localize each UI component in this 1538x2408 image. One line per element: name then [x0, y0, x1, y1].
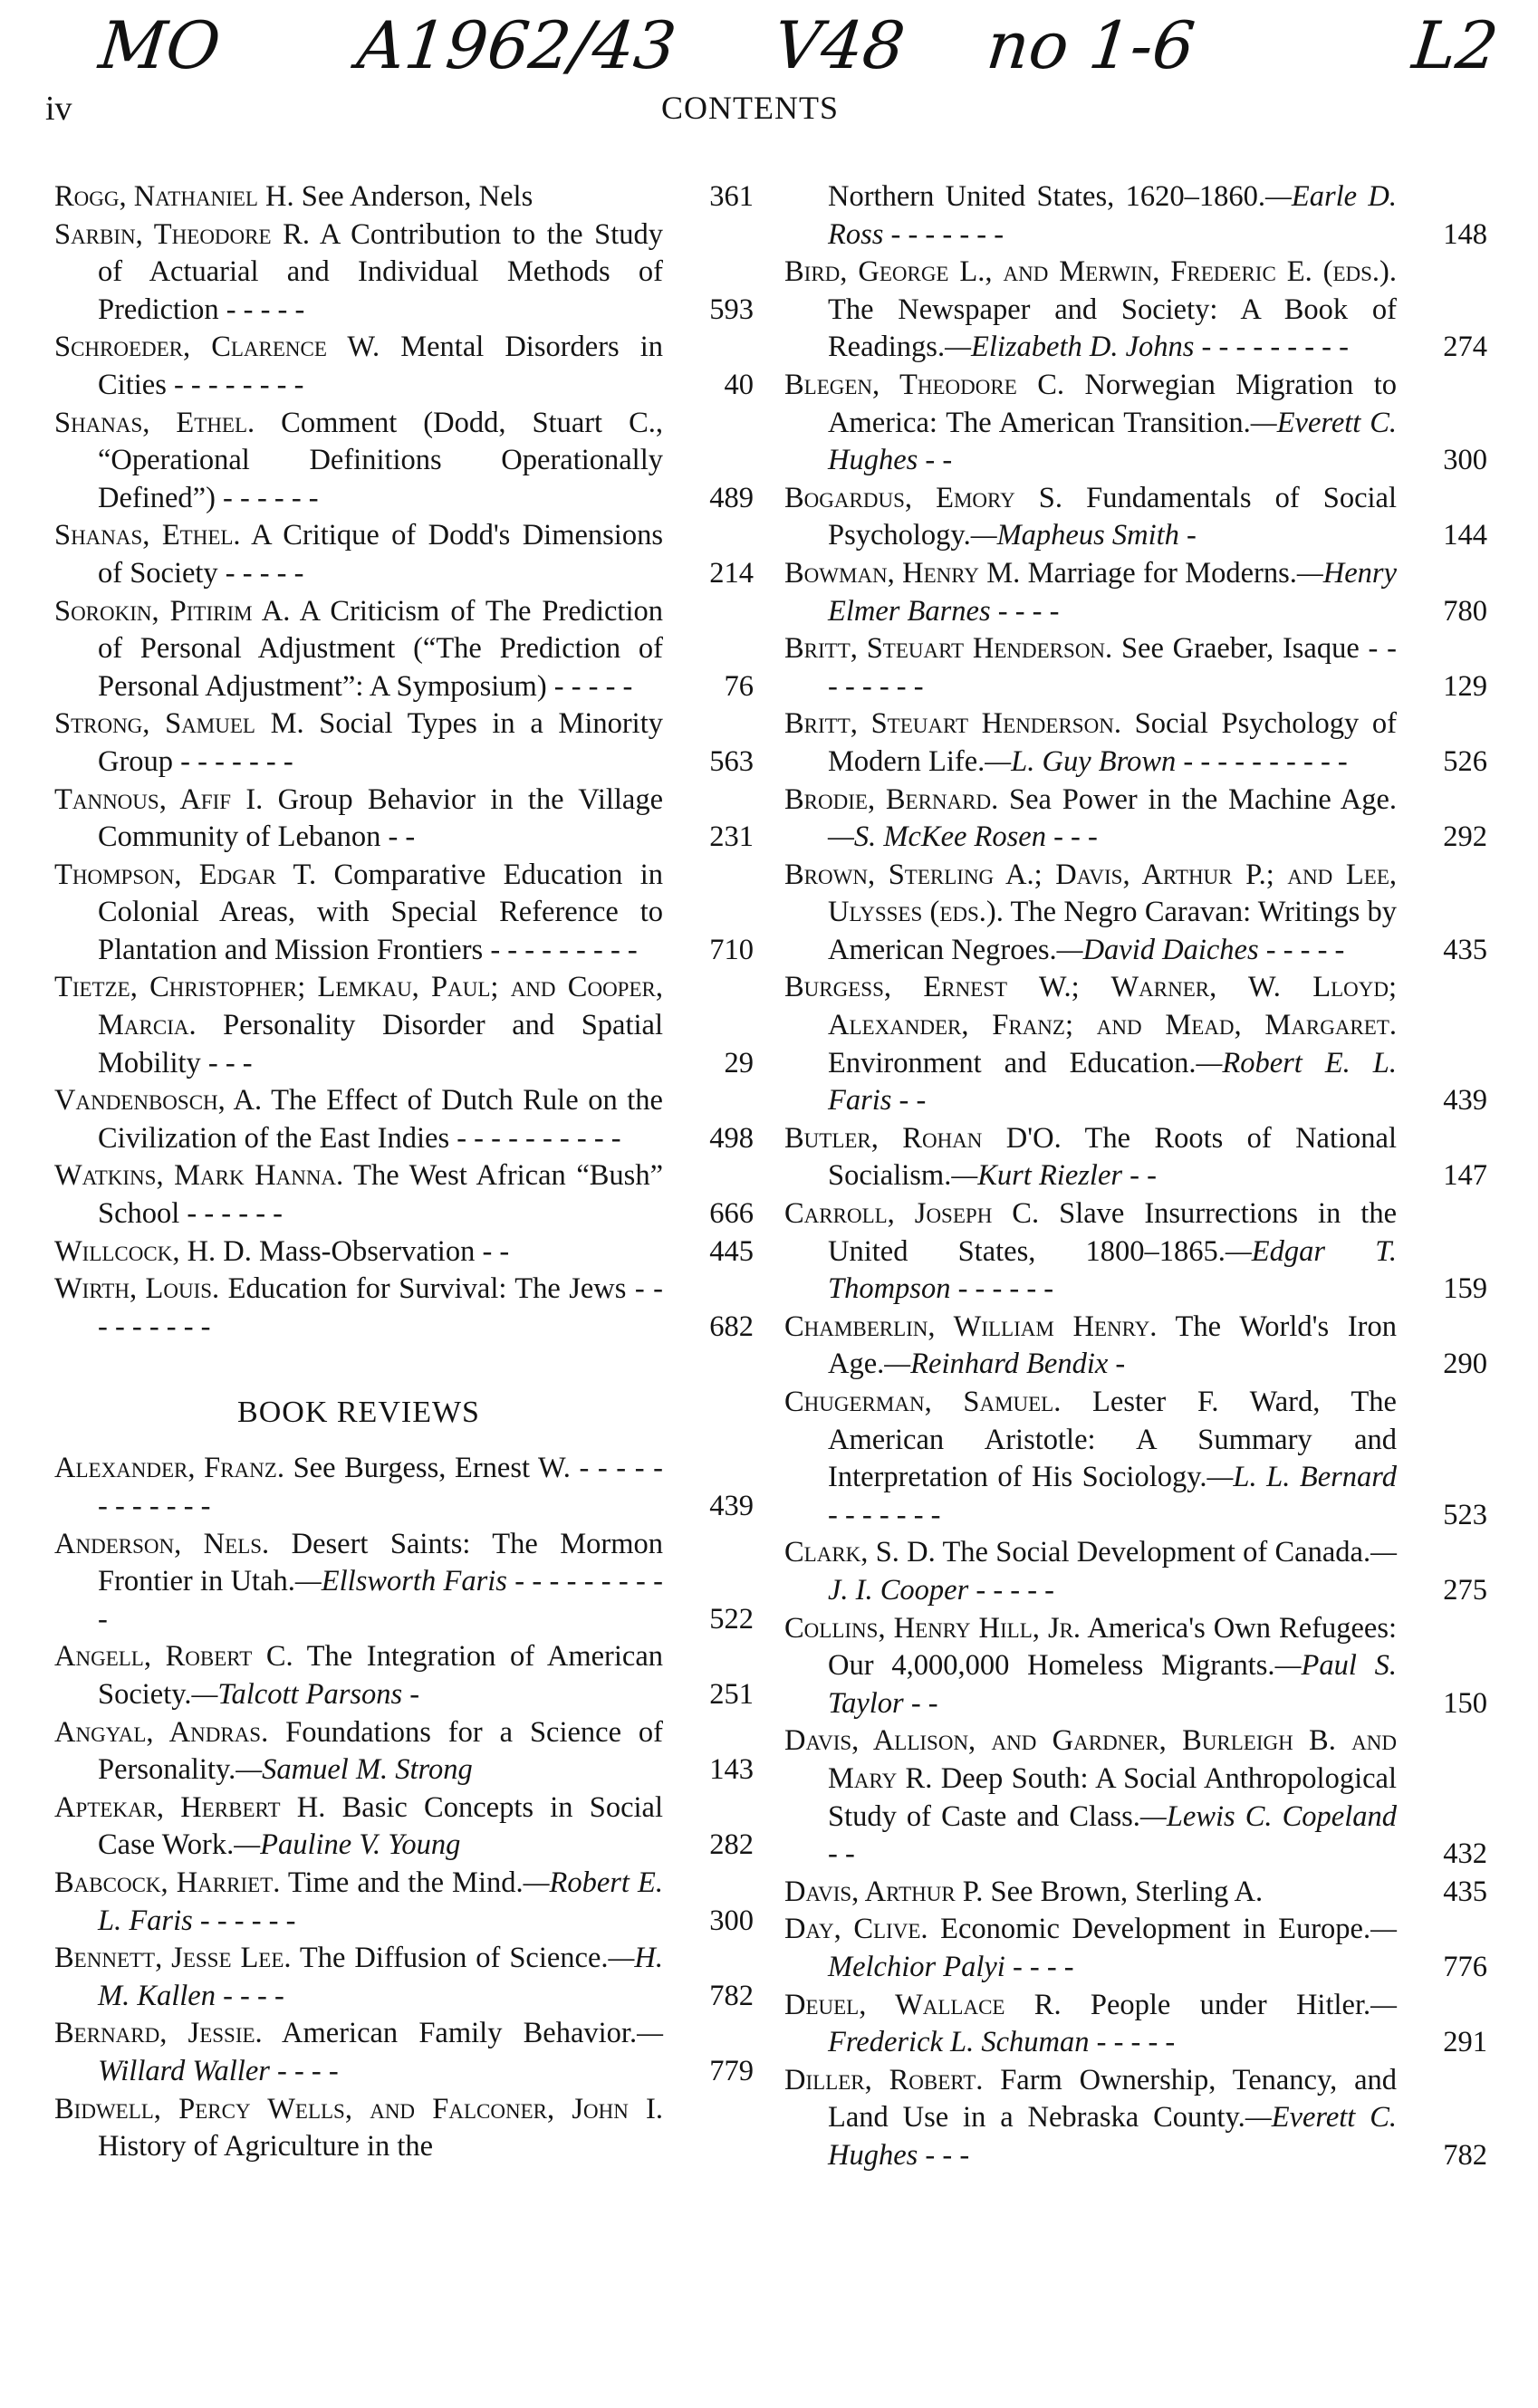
- list-item: [784, 1610, 1487, 1723]
- entry-title: The Effect of Dutch Rule on the Civilization of the East Indies - - - - - - - - - -: [98, 1084, 663, 1155]
- entry-title: Marriage for Moderns.: [1020, 556, 1297, 590]
- entry-author: Alexander, Franz.: [54, 1452, 284, 1485]
- entry-title: Foundations for a Science of Personality.: [98, 1715, 663, 1787]
- entry-reviewer: —S. McKee Rosen - - -: [828, 820, 1098, 854]
- entry-page: 129: [1443, 669, 1487, 703]
- entry-page: 780: [1443, 594, 1487, 628]
- entry-page: 435: [1443, 1875, 1487, 1908]
- entry-page: 291: [1443, 2026, 1487, 2059]
- entry-author: Britt, Steuart Henderson.: [784, 707, 1121, 741]
- entry-page: 435: [1443, 933, 1487, 966]
- entry-title: Northern United States, 1620–1860.: [828, 180, 1265, 213]
- entry-author: Brown, Sterling A.; Davis, Arthur P.; and Lee, Ulysses (eds.).: [784, 858, 1397, 929]
- handwritten-note: L2: [1408, 7, 1503, 83]
- entry-page: 300: [1443, 444, 1487, 477]
- entry-page: 776: [1443, 1950, 1487, 1983]
- entry-reviewer: —Mapheus Smith -: [970, 519, 1197, 552]
- entry-reviewer: —Robert E. L. Faris - -: [828, 1046, 1397, 1118]
- entry-reviewer: —Everett C. Hughes - - -: [828, 2101, 1398, 2172]
- entry-page: 300: [709, 1904, 754, 1937]
- handwritten-note: MO: [95, 7, 225, 83]
- entry-author: Day, Clive.: [784, 1913, 928, 1946]
- list-item: [54, 1082, 754, 1157]
- entry-author: Strong, Samuel M.: [54, 707, 304, 741]
- entry-page: 682: [709, 1310, 754, 1343]
- list-item: [784, 1874, 1487, 1912]
- entry-page: 563: [709, 744, 754, 778]
- entry-title: The Diffusion of Science.: [291, 1942, 609, 1975]
- list-item: [54, 216, 754, 330]
- entry-author: Deuel, Wallace R.: [784, 1988, 1062, 2021]
- list-item: [784, 969, 1487, 1119]
- entry-page: 593: [709, 293, 754, 326]
- section-heading: BOOK REVIEWS: [237, 1396, 480, 1430]
- entry-page: 148: [1443, 217, 1487, 251]
- list-item: [54, 517, 754, 592]
- entry-page: 522: [709, 1602, 754, 1636]
- entry-author: Angyal, Andras.: [54, 1715, 269, 1749]
- list-item: [54, 1940, 754, 2015]
- entry-author: Vandenbosch, A.: [54, 1084, 263, 1118]
- entry-reviewer: —Elizabeth D. Johns - - - - - - - - -: [945, 331, 1349, 364]
- entry-title: America's Own Refugees: Our 4,000,000 Homeless Migrants.: [828, 1611, 1397, 1683]
- list-item: [784, 1309, 1487, 1384]
- entry-reviewer: —J. I. Cooper - - - - -: [828, 1536, 1397, 1607]
- entry-title: Deep South: A Social Anthropological Study of Caste and Class.: [828, 1761, 1397, 1833]
- list-item: [784, 630, 1487, 705]
- list-item: [54, 1450, 754, 1525]
- entry-page: 361: [709, 180, 754, 213]
- entry-reviewer: —Melchior Palyi - - - -: [828, 1913, 1397, 1983]
- entry-reviewer: —David Daiches - - - - -: [1056, 933, 1345, 966]
- entry-reviewer: —Kurt Riezler - -: [951, 1159, 1157, 1193]
- list-item: [54, 1714, 754, 1789]
- entry-author: Blegen, Theodore C.: [784, 368, 1064, 401]
- entry-title: Comment (Dodd, Stuart C., “Operational Definitions Operationally Defined”) - - - - - -: [98, 406, 663, 514]
- entry-author: Babcock, Harriet.: [54, 1866, 281, 1899]
- list-item: [784, 254, 1487, 367]
- list-item: [54, 857, 754, 970]
- entry-title: Social Psychology of Modern Life.: [828, 707, 1397, 778]
- entry-page: 251: [709, 1677, 754, 1711]
- list-item: [54, 1157, 754, 1233]
- entry-title: Fundamentals of Social Psychology.: [828, 481, 1397, 552]
- list-item: [54, 969, 754, 1082]
- entry-author: Shanas, Ethel.: [54, 519, 241, 552]
- list-item: [54, 405, 754, 518]
- entry-author: Wirth, Louis.: [54, 1272, 220, 1306]
- entry-page: 144: [1443, 519, 1487, 552]
- entry-title: The West African “Bush” School - - - - - -: [98, 1159, 664, 1231]
- entry-author: Aptekar, Herbert H.: [54, 1790, 326, 1824]
- entry-title: The World's Iron Age.: [828, 1310, 1397, 1381]
- entry-author: Watkins, Mark Hanna.: [54, 1159, 344, 1193]
- entry-page: 76: [724, 669, 754, 703]
- entry-reviewer: —Robert E. L. Faris - - - - - -: [98, 1866, 663, 1937]
- entry-page: 779: [709, 2054, 754, 2087]
- entry-title: Mental Disorders in Cities - - - - - - - -: [98, 331, 664, 401]
- list-item: [54, 1789, 754, 1865]
- entry-reviewer: —Reinhard Bendix -: [884, 1348, 1126, 1381]
- entry-title: Time and the Mind.: [280, 1866, 524, 1899]
- entry-page: 275: [1443, 1573, 1487, 1607]
- entry-reviewer: —Willard Waller - - - -: [98, 2017, 663, 2087]
- entry-reviewer: —Henry Elmer Barnes - - - -: [828, 556, 1397, 628]
- entry-author: Angell, Robert C.: [54, 1640, 293, 1674]
- entry-title: Lester F. Ward, The American Aristotle: A Summary and Interpretation of His Sociology.: [828, 1386, 1397, 1494]
- list-item: [784, 857, 1487, 970]
- entry-title: Environment and Education.: [828, 1046, 1197, 1079]
- list-item: [784, 782, 1487, 857]
- entry-title: The Social Development of Canada.: [935, 1536, 1371, 1569]
- list-item: [54, 1638, 754, 1713]
- entry-reviewer: —Ellsworth Faris - - - - - - - - - -: [98, 1565, 663, 1636]
- entry-title: See Burgess, Ernest W. - - - - - - - - - - - -: [98, 1452, 663, 1522]
- entry-page: 214: [709, 556, 754, 590]
- entry-page: 147: [1443, 1159, 1487, 1193]
- entry-title: Norwegian Migration to America: The American Transition.: [828, 368, 1397, 439]
- entry-title: Education for Survival: The Jews - - - - - - - - -: [98, 1272, 663, 1343]
- list-item: [784, 2062, 1487, 2175]
- entry-reviewer: —H. M. Kallen - - - -: [98, 1942, 664, 2012]
- list-item: [784, 1911, 1487, 1986]
- entry-reviewer: —Edgar T. Thompson - - - - - -: [828, 1234, 1397, 1306]
- entry-author: Chugerman, Samuel.: [784, 1386, 1062, 1418]
- entry-author: Bowman, Henry M.: [784, 556, 1021, 590]
- entry-title: American Family Behavior.: [262, 2017, 638, 2050]
- list-item: [784, 480, 1487, 555]
- entry-page: 292: [1443, 820, 1487, 854]
- handwritten-note: V48: [770, 7, 909, 83]
- page-title: CONTENTS: [661, 90, 839, 126]
- entry-author: Schroeder, Clarence W.: [54, 331, 380, 364]
- entry-page: 274: [1443, 331, 1487, 364]
- left-column: [54, 178, 754, 2166]
- entry-title: Sea Power in the Machine Age.: [998, 782, 1397, 816]
- entry-title: See Graeber, Isaque - - - - - - - -: [828, 632, 1398, 703]
- entry-page: 231: [709, 820, 754, 854]
- entry-page: 782: [709, 1979, 754, 2012]
- entry-title: See Brown, Sterling A.: [983, 1875, 1264, 1908]
- list-item: [54, 329, 754, 404]
- page-number: iv: [45, 90, 72, 128]
- entry-page: 445: [709, 1234, 754, 1268]
- entry-reviewer: —L. Guy Brown - - - - - - - - - -: [985, 744, 1348, 778]
- entry-page: 523: [1443, 1498, 1487, 1531]
- entry-author: Tannous, Afif I.: [54, 782, 264, 816]
- list-item: [54, 178, 754, 216]
- list-item: [54, 1271, 754, 1346]
- entry-page: 40: [724, 368, 754, 401]
- list-item: [54, 705, 754, 781]
- entry-author: Brodie, Bernard.: [784, 782, 999, 816]
- entry-page: 710: [709, 933, 754, 966]
- entry-page: 666: [709, 1197, 754, 1231]
- list-item: [784, 1384, 1487, 1534]
- right-column: [784, 178, 1487, 2174]
- entry-reviewer: —Lewis C. Copeland - -: [828, 1799, 1398, 1871]
- list-item: [784, 1120, 1487, 1195]
- list-item: [54, 2015, 754, 2090]
- entry-page: 498: [709, 1121, 754, 1155]
- handwritten-note: A1962/43: [353, 7, 680, 83]
- list-item: [54, 593, 754, 706]
- entry-title: Farm Ownership, Tenancy, and Land Use in a Nebraska County.: [828, 2063, 1397, 2135]
- list-item: [54, 1233, 754, 1271]
- entry-reviewer: —Earle D. Ross - - - - - - -: [828, 180, 1397, 251]
- entry-author: Bidwell, Percy Wells, and Falconer, John I.: [54, 2092, 663, 2125]
- list-item: [784, 367, 1487, 480]
- entry-author: Chamberlin, William Henry.: [784, 1310, 1158, 1343]
- review-list: [54, 1450, 754, 2165]
- list-item: [784, 1534, 1487, 1609]
- list-item: [784, 178, 1487, 254]
- entry-title: See Anderson, Nels: [293, 180, 533, 213]
- entry-author: Bennett, Jesse Lee.: [54, 1942, 292, 1975]
- entry-page: 159: [1443, 1272, 1487, 1306]
- list-item: [54, 1526, 754, 1639]
- entry-reviewer: —Pauline V. Young: [234, 1828, 461, 1862]
- entry-title: The Integration of American Society.: [98, 1640, 663, 1711]
- entry-page: 290: [1443, 1348, 1487, 1381]
- entry-title: A Contribution to the Study of Actuarial and Individual Methods of Prediction - - - - -: [98, 217, 663, 326]
- entry-author: Rogg, Nathaniel H.: [54, 180, 294, 213]
- entry-page: 782: [1443, 2138, 1487, 2172]
- review-list: [784, 254, 1487, 2174]
- entry-title: Comparative Education in Colonial Areas, with Special Reference to Plantation and Mission Frontiers - - - - - - - - -: [98, 858, 663, 966]
- entry-title: The Newspaper and Society: A Book of Readings.: [828, 293, 1397, 364]
- entry-reviewer: —Paul S. Taylor - -: [828, 1649, 1398, 1720]
- list-item: [784, 705, 1487, 781]
- entry-title: A Criticism of The Prediction of Personal Adjustment (“The Prediction of Personal Adjustment”: A Symposium) - - - - -: [98, 594, 663, 703]
- entry-reviewer: —Frederick L. Schuman - - - - -: [828, 1988, 1398, 2059]
- entry-author: Tietze, Christopher; Lemkau, Paul; and Cooper, Marcia.: [54, 971, 663, 1042]
- entry-page: 439: [1443, 1084, 1487, 1118]
- entry-title: Slave Insurrections in the United States, 1800–1865.: [828, 1197, 1397, 1268]
- entry-page: 29: [724, 1046, 754, 1079]
- entry-reviewer: —L. L. Bernard - - - - - - -: [828, 1461, 1397, 1531]
- entry-author: Sorokin, Pitirim A.: [54, 594, 291, 628]
- entry-author: Diller, Robert.: [784, 2063, 984, 2096]
- entry-page: 143: [709, 1753, 754, 1787]
- entry-title: Social Types in a Minority Group - - - - - - -: [98, 707, 663, 778]
- entry-title: Mass-Observation - -: [251, 1234, 510, 1268]
- list-item: [784, 1722, 1487, 1873]
- entry-author: Carroll, Joseph C.: [784, 1197, 1040, 1231]
- entry-title: The Negro Caravan: Writings by American Negroes.: [828, 896, 1397, 966]
- entry-author: Butler, Rohan D'O.: [784, 1121, 1062, 1155]
- entry-author: Anderson, Nels.: [54, 1527, 270, 1560]
- entry-author: Davis, Arthur P.: [784, 1875, 984, 1908]
- list-item: [784, 555, 1487, 630]
- entry-page: 439: [709, 1490, 754, 1522]
- entry-author: Thompson, Edgar T.: [54, 858, 317, 891]
- entry-page: 489: [709, 481, 754, 514]
- list-item: [54, 782, 754, 857]
- entry-page: 432: [1443, 1837, 1487, 1871]
- entry-author: Britt, Steuart Henderson.: [784, 632, 1113, 666]
- list-item: [784, 1195, 1487, 1309]
- entry-title: People under Hitler.: [1061, 1988, 1371, 2021]
- entry-title: A Critique of Dodd's Dimensions of Society - - - - -: [98, 519, 663, 590]
- entry-title: Group Behavior in the Village Community of Lebanon - -: [98, 782, 664, 854]
- entry-author: Collins, Henry Hill, Jr.: [784, 1611, 1081, 1645]
- entry-page: 150: [1443, 1686, 1487, 1720]
- article-list: [54, 178, 754, 1346]
- entry-title: Basic Concepts in Social Case Work.: [98, 1790, 663, 1862]
- entry-author: Bird, George L., and Merwin, Frederic E. (eds.).: [784, 255, 1397, 289]
- list-item: [54, 1865, 754, 1940]
- list-item: [784, 1987, 1487, 2062]
- entry-author: Clark, S. D.: [784, 1536, 936, 1569]
- entry-page: 526: [1443, 744, 1487, 778]
- entry-title: Economic Development in Europe.: [928, 1913, 1371, 1946]
- entry-title: The Roots of National Socialism.: [828, 1121, 1397, 1193]
- entry-reviewer: —Samuel M. Strong: [236, 1753, 473, 1787]
- entry-author: Bogardus, Emory S.: [784, 481, 1063, 514]
- entry-reviewer: —Everett C. Hughes - -: [828, 406, 1397, 477]
- entry-author: Shanas, Ethel.: [54, 406, 255, 439]
- handwritten-note: no 1-6: [983, 7, 1198, 83]
- entry-reviewer: —Talcott Parsons -: [191, 1677, 420, 1711]
- entry-author: Bernard, Jessie.: [54, 2017, 263, 2050]
- list-item: [54, 2091, 754, 2166]
- entry-author: Burgess, Ernest W.; Warner, W. Lloyd; Alexander, Franz; and Mead, Margaret.: [784, 971, 1397, 1042]
- entry-author: Davis, Allison, and Gardner, Burleigh B. and Mary R.: [784, 1724, 1397, 1795]
- entry-title: Personality Disorder and Spatial Mobility - - -: [98, 1009, 663, 1079]
- entry-page: 282: [709, 1828, 754, 1862]
- entry-author: Willcock, H. D.: [54, 1234, 252, 1268]
- entry-title: Desert Saints: The Mormon Frontier in Utah.: [98, 1527, 664, 1598]
- entry-title: History of Agriculture in the: [98, 2130, 434, 2163]
- entry-author: Sarbin, Theodore R.: [54, 217, 310, 251]
